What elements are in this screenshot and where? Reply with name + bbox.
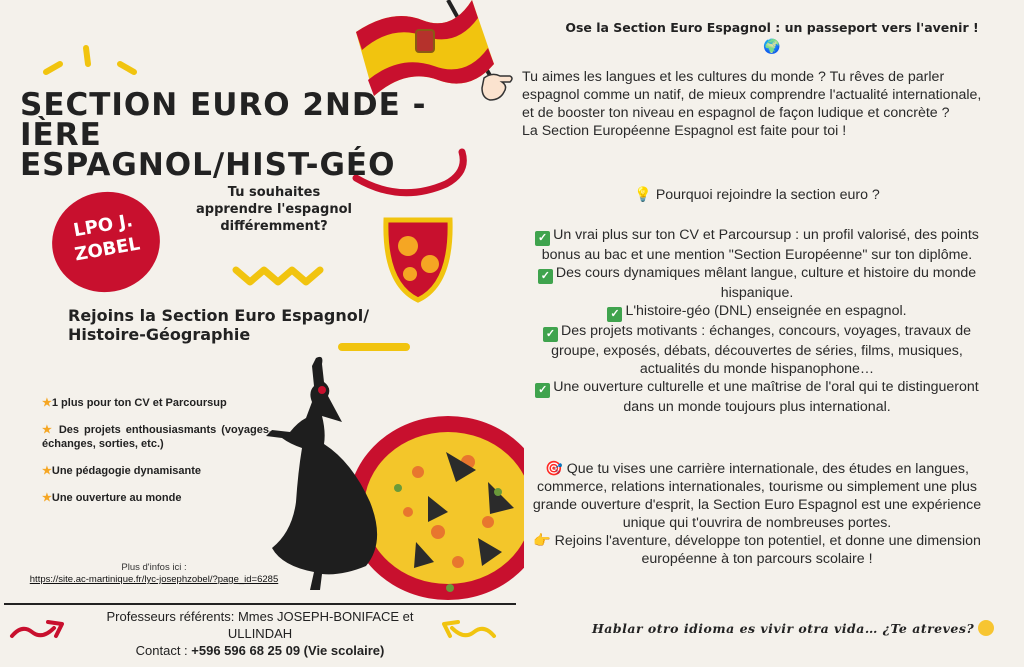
school-badge	[44, 183, 168, 300]
lightbulb-icon: 💡	[634, 187, 652, 203]
star-icon: ★	[42, 492, 52, 504]
why-text: Pourquoi rejoindre la section euro ?	[655, 187, 880, 203]
check-icon: ✓	[535, 383, 550, 398]
target-icon: 🎯	[545, 461, 563, 477]
footer-quote	[592, 620, 1012, 636]
title-line-2: ESPAGNOL/HIST-GÉO	[20, 147, 396, 183]
arrow-left-icon	[436, 614, 498, 644]
school-badge-line-2: ZOBEL	[73, 233, 142, 266]
contact-line	[80, 642, 440, 659]
article	[522, 0, 1022, 667]
footer-quote-text: Hablar otro idioma es vivir otra vida… ¿Te atreves?	[592, 621, 975, 636]
closing-text: 🎯 Que tu vises une carrière internationale, des études en langues, commerce, relations internationales, tourisme ou simplement une plus grande ouverture d'esprit, la Section Euro Espagnol est une expérience unique qui t'ouvrira de nombreuses portes.	[532, 461, 982, 531]
poster-title	[20, 87, 440, 183]
more-info	[4, 562, 304, 586]
yellow-underline	[338, 343, 410, 351]
wink-emoji-icon	[978, 620, 994, 636]
article-heading	[522, 18, 1022, 56]
benefit-item: ★ Des projets enthousiasmants (voyages, échanges, sorties, etc.)	[42, 424, 272, 450]
teachers-text: Professeurs référents: Mmes JOSEPH-BONIFACE et ULLINDAH	[106, 609, 414, 641]
arrow-right-icon	[8, 614, 70, 644]
check-icon: ✓	[535, 231, 550, 246]
check-icon: ✓	[538, 269, 553, 284]
invite-heading	[68, 306, 428, 344]
star-icon: ★	[42, 424, 54, 436]
check-icon: ✓	[543, 327, 558, 342]
contact-label: Contact :	[135, 643, 192, 658]
intro-paragraph	[522, 68, 992, 140]
pointing-hand-icon: 👉	[533, 533, 551, 549]
benefit-item: ★Une ouverture au monde	[42, 492, 182, 504]
zigzag-decoration	[232, 262, 324, 288]
closing-text-2: 👉 Rejoins l'aventure, développe ton potentiel, et donne une dimension européenne à ton parcours scolaire !	[533, 533, 981, 567]
reason-item: ✓ Des cours dynamiques mêlant langue, culture et histoire du monde hispanique.	[522, 264, 992, 302]
star-icon: ★	[42, 465, 52, 477]
intro-text-2: La Section Européenne Espagnol est faite pour toi !	[522, 123, 847, 139]
more-info-label: Plus d'infos ici :	[121, 562, 187, 573]
title-line-1: SECTION EURO 2NDE - IÈRE	[20, 87, 427, 153]
invite-line-1: Rejoins la Section Euro Espagnol/	[68, 306, 370, 325]
school-badge-line-1: LPO J.	[71, 210, 135, 242]
reasons-list	[522, 226, 992, 416]
globe-icon: 🌍	[763, 39, 781, 55]
article-heading-text: Ose la Section Euro Espagnol : un passeport vers l'avenir !	[565, 20, 979, 35]
tagline: Tu souhaites apprendre l'espagnol différemment?	[196, 185, 352, 234]
sangria-glass-icon	[380, 214, 456, 304]
intro-text: Tu aimes les langues et les cultures du monde ? Tu rêves de parler espagnol comme un natif, de mieux comprendre l'actualité internationale, et de booster ton niveau en espagnol de façon ludique et concrète ?	[522, 69, 982, 121]
contact-phone: +596 596 68 25 09 (Vie scolaire)	[191, 643, 385, 658]
closing-paragraph	[522, 460, 992, 568]
reason-item: ✓ Un vrai plus sur ton CV et Parcoursup : un profil valorisé, des points bonus au bac et une mention "Section Européenne" sur ton diplôme.	[522, 226, 992, 264]
benefit-item: ★1 plus pour ton CV et Parcoursup	[42, 397, 227, 409]
invite-line-2: Histoire-Géographie	[68, 325, 251, 344]
benefits-list	[42, 396, 272, 518]
info-link[interactable]: https://site.ac-martinique.fr/lyc-josephzobel/?page_id=6285	[29, 574, 279, 585]
reason-item: ✓ Des projets motivants : échanges, concours, voyages, travaux de groupe, exposés, débats, découvertes de séries, films, musiques, actualités du monde hispanophone…	[522, 322, 992, 378]
check-icon: ✓	[607, 307, 622, 322]
reason-item: ✓ Une ouverture culturelle et une maîtrise de l'oral qui te distingueront dans un monde toujours plus international.	[522, 378, 992, 416]
hand-icon	[478, 68, 516, 104]
benefit-item: ★Une pédagogie dynamisante	[42, 465, 202, 477]
star-icon: ★	[42, 397, 52, 409]
reason-item: ✓ L'histoire-géo (DNL) enseignée en espagnol.	[522, 302, 992, 322]
divider	[4, 603, 516, 605]
sparkle-decoration	[42, 42, 138, 82]
why-heading	[522, 186, 992, 204]
